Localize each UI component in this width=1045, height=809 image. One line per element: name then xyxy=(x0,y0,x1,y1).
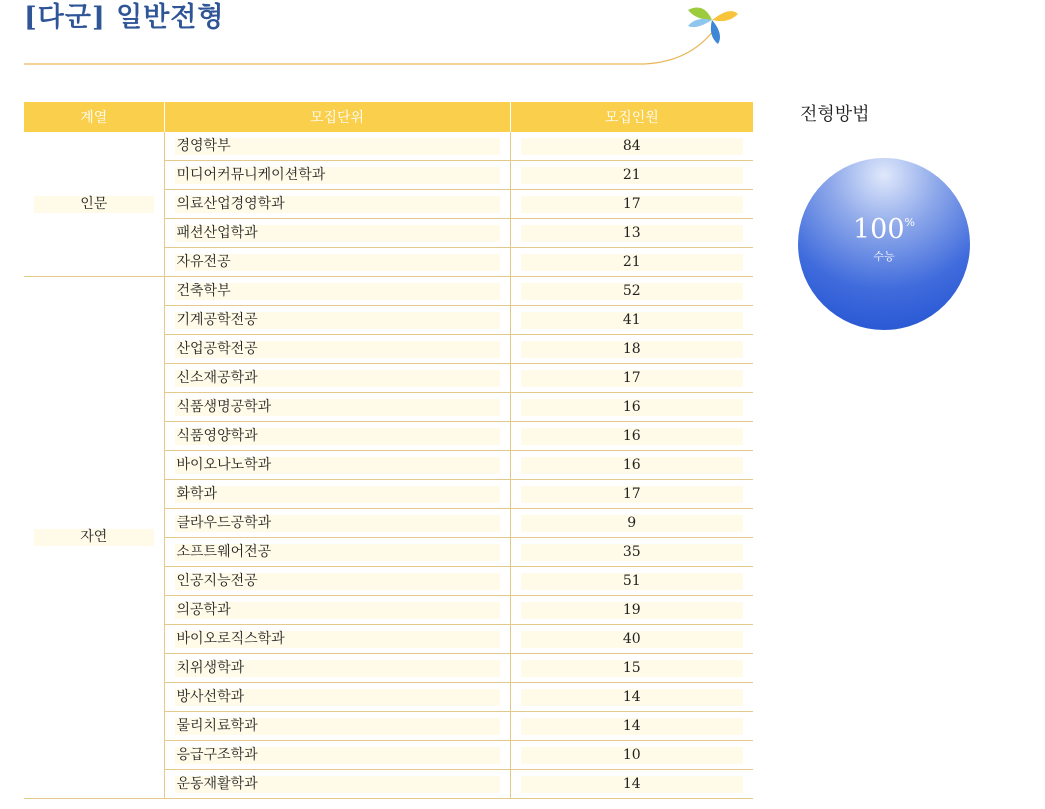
unit-label: 식품영양학과 xyxy=(175,428,500,445)
count-cell xyxy=(510,132,753,161)
count-cell xyxy=(510,306,753,335)
count-value: 19 xyxy=(521,602,744,619)
count-cell xyxy=(510,567,753,596)
column-header-count: 모집인원 xyxy=(510,102,753,132)
unit-label: 클라우드공학과 xyxy=(175,515,500,532)
method-label: 수능 xyxy=(873,250,895,263)
unit-label: 건축학부 xyxy=(175,283,500,300)
count-value: 13 xyxy=(521,225,744,242)
count-cell xyxy=(510,770,753,799)
pinwheel-logo-icon xyxy=(682,0,744,46)
count-value: 10 xyxy=(521,747,744,764)
count-value: 16 xyxy=(521,457,744,474)
count-cell xyxy=(510,509,753,538)
unit-label: 물리치료학과 xyxy=(175,718,500,735)
unit-label: 미디어커뮤니케이션학과 xyxy=(175,167,500,184)
unit-cell xyxy=(164,335,510,364)
unit-cell xyxy=(164,451,510,480)
count-value: 15 xyxy=(521,660,744,677)
count-value: 21 xyxy=(521,167,744,184)
count-value: 21 xyxy=(521,254,744,271)
unit-cell xyxy=(164,741,510,770)
count-value: 40 xyxy=(521,631,744,648)
method-percent: 100% xyxy=(853,214,915,245)
count-value: 35 xyxy=(521,544,744,561)
unit-label: 화학과 xyxy=(175,486,500,503)
unit-cell xyxy=(164,654,510,683)
count-value: 18 xyxy=(521,341,744,358)
unit-cell xyxy=(164,509,510,538)
table-header-row xyxy=(24,102,753,132)
unit-label: 기계공학전공 xyxy=(175,312,500,329)
count-cell xyxy=(510,741,753,770)
count-cell xyxy=(510,538,753,567)
count-cell xyxy=(510,190,753,219)
unit-label: 치위생학과 xyxy=(175,660,500,677)
unit-label: 방사선학과 xyxy=(175,689,500,706)
count-cell xyxy=(510,480,753,509)
count-cell xyxy=(510,712,753,741)
count-cell xyxy=(510,248,753,277)
column-header-track: 계열 xyxy=(24,102,164,132)
count-cell xyxy=(510,393,753,422)
unit-cell xyxy=(164,277,510,306)
unit-cell xyxy=(164,132,510,161)
unit-label: 식품생명공학과 xyxy=(175,399,500,416)
count-value: 51 xyxy=(521,573,744,590)
unit-label: 산업공학전공 xyxy=(175,341,500,358)
unit-cell xyxy=(164,190,510,219)
unit-label: 운동재활학과 xyxy=(175,776,500,793)
count-cell xyxy=(510,451,753,480)
unit-label: 신소재공학과 xyxy=(175,370,500,387)
count-value: 41 xyxy=(521,312,744,329)
count-value: 52 xyxy=(521,283,744,300)
count-cell xyxy=(510,422,753,451)
count-cell xyxy=(510,364,753,393)
unit-cell xyxy=(164,393,510,422)
unit-label: 자유전공 xyxy=(175,254,500,271)
count-cell xyxy=(510,161,753,190)
group-cell xyxy=(24,132,164,277)
unit-cell xyxy=(164,161,510,190)
unit-label: 의공학과 xyxy=(175,602,500,619)
count-value: 16 xyxy=(521,399,744,416)
count-value: 84 xyxy=(521,138,744,155)
count-value: 16 xyxy=(521,428,744,445)
count-value: 14 xyxy=(521,718,744,735)
count-value: 9 xyxy=(521,515,744,532)
table-row xyxy=(24,277,753,306)
page-title: [다군] 일반전형 xyxy=(24,2,225,33)
unit-cell xyxy=(164,538,510,567)
count-value: 17 xyxy=(521,370,744,387)
group-label: 자연 xyxy=(34,529,154,546)
unit-label: 인공지능전공 xyxy=(175,573,500,590)
unit-cell xyxy=(164,596,510,625)
group-label: 인문 xyxy=(34,196,154,213)
method-circle xyxy=(798,158,970,330)
unit-cell xyxy=(164,364,510,393)
unit-cell xyxy=(164,625,510,654)
count-cell xyxy=(510,625,753,654)
count-cell xyxy=(510,219,753,248)
group-cell xyxy=(24,277,164,799)
unit-label: 소프트웨어전공 xyxy=(175,544,500,561)
count-value: 17 xyxy=(521,196,744,213)
unit-cell xyxy=(164,712,510,741)
admission-table xyxy=(24,102,753,799)
unit-cell xyxy=(164,248,510,277)
unit-cell xyxy=(164,567,510,596)
count-cell xyxy=(510,654,753,683)
count-value: 14 xyxy=(521,689,744,706)
method-title: 전형방법 xyxy=(800,104,870,125)
unit-label: 경영학부 xyxy=(175,138,500,155)
title-underline xyxy=(24,0,744,72)
count-cell xyxy=(510,335,753,364)
count-value: 17 xyxy=(521,486,744,503)
unit-label: 응급구조학과 xyxy=(175,747,500,764)
count-value: 14 xyxy=(521,776,744,793)
unit-cell xyxy=(164,219,510,248)
column-header-unit: 모집단위 xyxy=(164,102,510,132)
unit-cell xyxy=(164,306,510,335)
table-row xyxy=(24,132,753,161)
unit-label: 의료산업경영학과 xyxy=(175,196,500,213)
unit-cell xyxy=(164,683,510,712)
unit-cell xyxy=(164,422,510,451)
unit-label: 바이오나노학과 xyxy=(175,457,500,474)
unit-cell xyxy=(164,480,510,509)
count-cell xyxy=(510,277,753,306)
unit-cell xyxy=(164,770,510,799)
count-cell xyxy=(510,683,753,712)
unit-label: 패션산업학과 xyxy=(175,225,500,242)
unit-label: 바이오로직스학과 xyxy=(175,631,500,648)
count-cell xyxy=(510,596,753,625)
